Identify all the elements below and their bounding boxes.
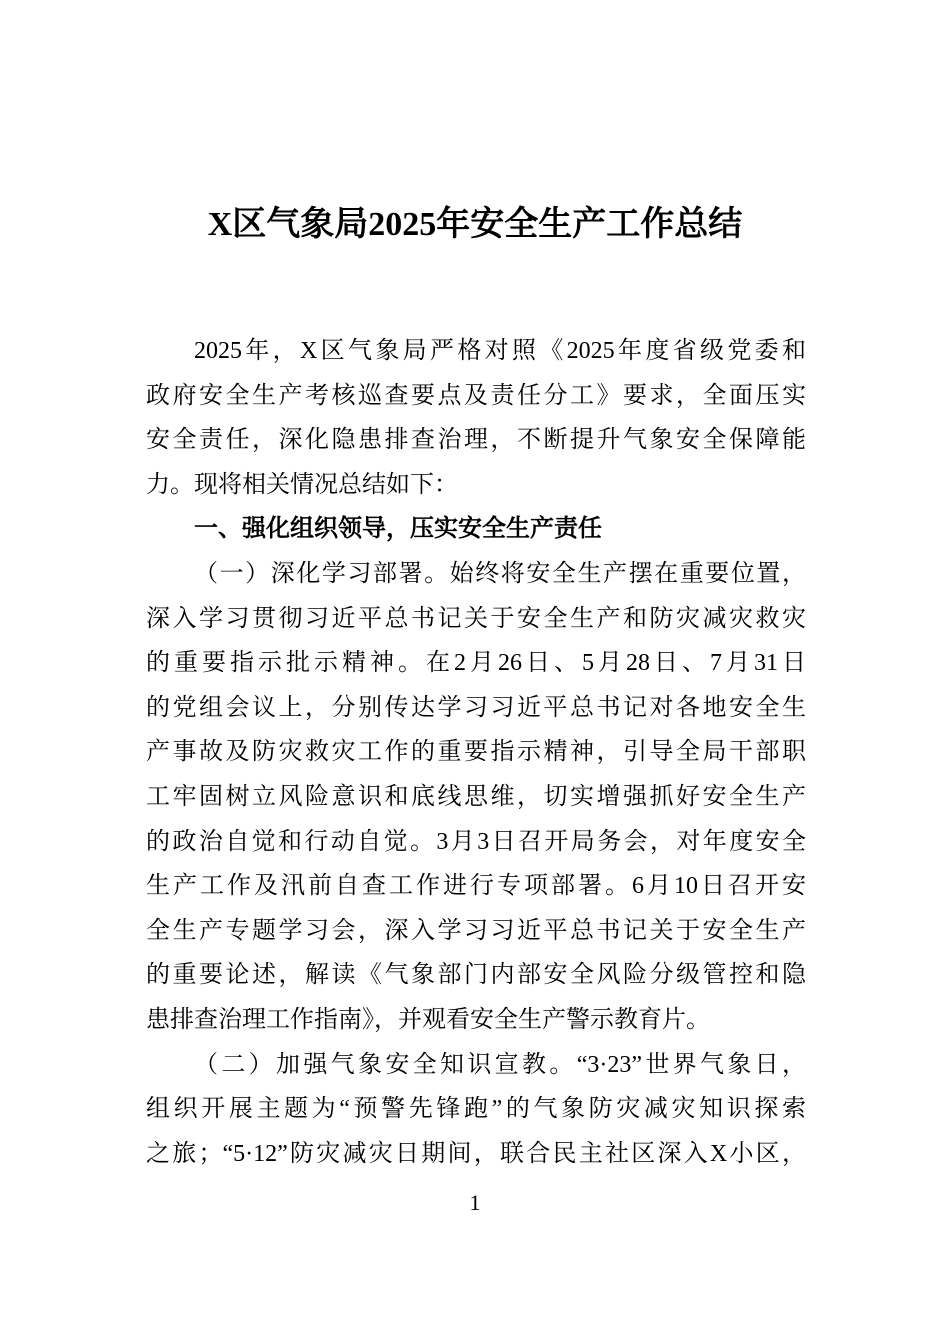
paragraph-line: 全生产专题学习会，深入学习习近平总书记关于安全生产 [146,917,806,944]
paragraph-line: （一）深化学习部署。始终将安全生产摆在重要位置， [194,560,806,587]
paragraph-line: 力。现将相关情况总结如下： [146,471,458,498]
paragraph-line: 2025年，X区气象局严格对照《2025年度省级党委和 [194,338,806,364]
paragraph-line: 工牢固树立风险意识和底线思维，切实增强抓好安全生产 [146,783,806,810]
paragraph-line: 的党组会议上，分别传达学习习近平总书记对各地安全生 [146,694,806,721]
paragraph-line: 组织开展主题为“预警先锋跑”的气象防灾减灾知识探索 [146,1096,806,1123]
paragraph-line: 深入学习贯彻习近平总书记关于安全生产和防灾减灾救灾 [146,605,806,632]
paragraph-line: 的重要指示批示精神。在2月26日、5月28日、7月31日 [146,650,806,677]
paragraph-line: 患排查治理工作指南》，并观看安全生产警示教育片。 [146,1006,710,1033]
paragraph-line: （二）加强气象安全知识宣教。“3·23”世界气象日， [194,1051,806,1078]
section-heading: 一、强化组织领导，压实安全生产责任 [194,515,602,543]
paragraph-line: 政府安全生产考核巡查要点及责任分工》要求，全面压实 [146,382,806,409]
paragraph-line: 安全责任，深化隐患排查治理，不断提升气象安全保障能 [146,427,806,454]
document-body [146,329,806,1176]
page-number: 1 [469,1190,481,1215]
paragraph-line: 之旅；“5·12”防灾减灾日期间，联合民主社区深入X小区， [146,1140,806,1167]
paragraph-line: 产事故及防灾救灾工作的重要指示精神，引导全局干部职 [146,739,806,766]
paragraph-line: 的重要论述，解读《气象部门内部安全风险分级管控和隐 [146,962,806,989]
document-title: X区气象局2025年安全生产工作总结 [207,206,743,243]
paragraph-line: 的政治自觉和行动自觉。3月3日召开局务会，对年度安全 [146,828,806,855]
paragraph-line: 生产工作及汛前自查工作进行专项部署。6月10日召开安 [146,873,806,900]
